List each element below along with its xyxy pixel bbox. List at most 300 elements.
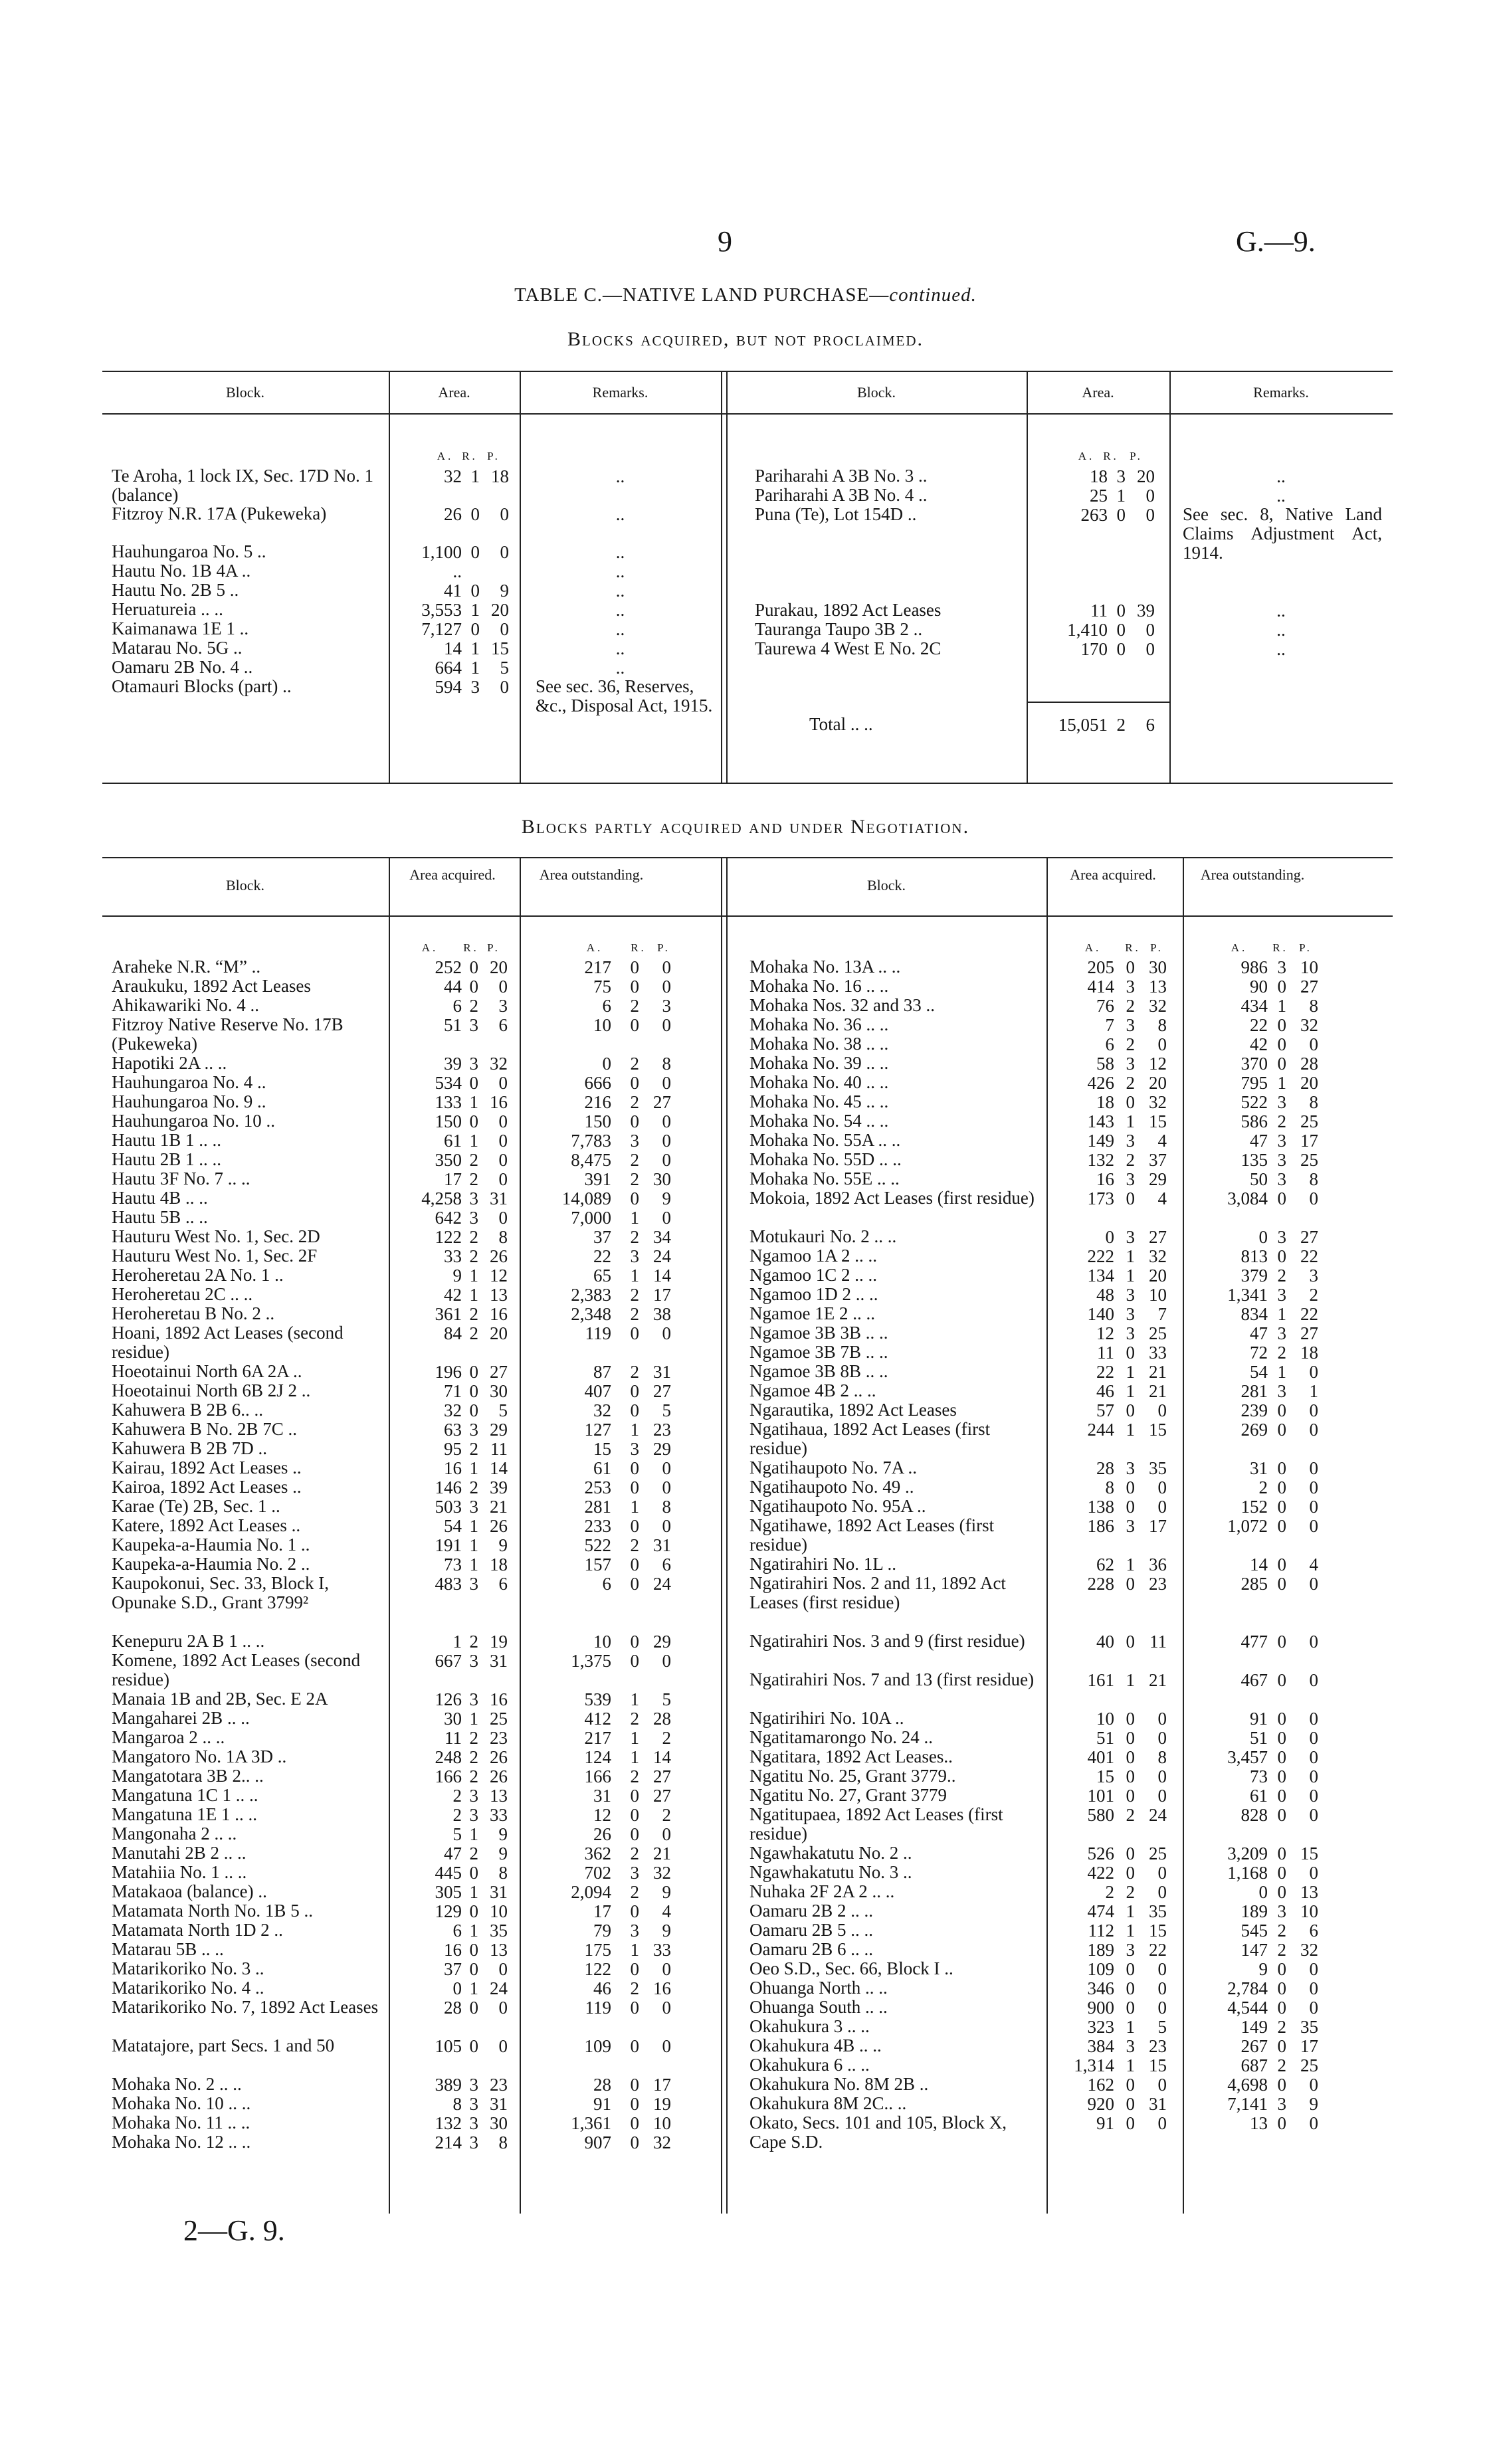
block-name: Matarau 5B .. .. — [112, 1939, 224, 1959]
outstanding-roods: 3 — [1277, 1150, 1286, 1170]
block-name: Okahukura 6 .. .. — [749, 2055, 870, 2075]
outstanding-acres: 7,000 — [571, 1208, 611, 1228]
acquired-acres: 42 — [444, 1285, 462, 1305]
acquired-acres: 483 — [435, 1574, 462, 1594]
acquired-perches: 8 — [498, 2132, 508, 2152]
outstanding-roods: 0 — [1277, 1670, 1286, 1690]
outstanding-perches: 8 — [1309, 996, 1318, 1016]
acquired-acres: 48 — [1096, 1285, 1114, 1305]
outstanding-acres: 522 — [1241, 1092, 1268, 1112]
acquired-perches: 33 — [490, 1805, 508, 1825]
acquired-perches: 16 — [490, 1092, 508, 1112]
header-area: Area. — [1082, 384, 1114, 401]
outstanding-perches: 38 — [653, 1304, 671, 1324]
outstanding-roods: 0 — [1277, 2113, 1286, 2133]
acquired-acres: 414 — [1087, 977, 1114, 996]
column-rule — [1169, 371, 1171, 783]
acquired-roods: 0 — [1126, 2094, 1135, 2114]
block-name: Heroheretau 2A No. 1 .. — [112, 1265, 284, 1285]
outstanding-roods: 0 — [1277, 1574, 1286, 1594]
block-name: Ngawhakatutu No. 3 .. — [749, 1862, 912, 1882]
outstanding-acres: 14 — [1250, 1555, 1268, 1574]
acquired-acres: 445 — [435, 1863, 462, 1883]
acquired-roods: 0 — [469, 1959, 478, 1979]
outstanding-roods: 2 — [1277, 1921, 1286, 1941]
unit-p: P. — [657, 941, 670, 954]
outstanding-roods: 0 — [630, 1188, 639, 1208]
outstanding-roods: 2 — [630, 1285, 639, 1305]
block-name: Mohaka No. 10 .. .. — [112, 2093, 251, 2113]
outstanding-roods: 1 — [630, 1747, 639, 1767]
acquired-acres: 422 — [1087, 1863, 1114, 1883]
outstanding-perches: 0 — [1309, 1477, 1318, 1497]
acquired-perches: 26 — [490, 1747, 508, 1767]
outstanding-roods: 0 — [630, 1786, 639, 1806]
area-roods: 0 — [1116, 505, 1126, 525]
acquired-acres: 33 — [444, 1246, 462, 1266]
outstanding-acres: 412 — [584, 1709, 611, 1729]
acquired-perches: 20 — [1149, 1073, 1167, 1093]
remark: .. — [615, 581, 625, 601]
outstanding-roods: 0 — [630, 1073, 639, 1093]
acquired-perches: 0 — [498, 1998, 508, 2018]
acquired-perches: 16 — [490, 1304, 508, 1324]
unit-perches: P. — [487, 450, 500, 462]
acquired-roods: 1 — [1126, 1362, 1135, 1382]
outstanding-roods: 0 — [1277, 1747, 1286, 1767]
outstanding-roods: 3 — [1277, 2094, 1286, 2114]
outstanding-perches: 14 — [653, 1266, 671, 1285]
acquired-acres: 214 — [435, 2132, 462, 2152]
acquired-perches: 12 — [1149, 1054, 1167, 1074]
acquired-roods: 3 — [469, 1208, 478, 1228]
acquired-roods: 1 — [1126, 2017, 1135, 2037]
section2-title: Blocks partly acquired and under Negotiation. — [521, 816, 970, 838]
outstanding-acres: 65 — [593, 1266, 611, 1285]
outstanding-roods: 0 — [630, 1111, 639, 1131]
outstanding-roods: 0 — [630, 1516, 639, 1536]
acquired-perches: 32 — [490, 1054, 508, 1074]
acquired-acres: 384 — [1087, 2036, 1114, 2056]
area-roods: 1 — [470, 466, 480, 486]
outstanding-perches: 29 — [653, 1632, 671, 1652]
block-name: Ngatirahiri No. 1L .. — [749, 1554, 896, 1574]
outstanding-roods: 1 — [630, 1940, 639, 1960]
acquired-perches: 0 — [1157, 1034, 1167, 1054]
unit-acres: A. — [1078, 450, 1095, 462]
acquired-perches: 0 — [498, 977, 508, 996]
block-name: Kahuwera B No. 2B 7C .. — [112, 1419, 297, 1439]
outstanding-roods: 2 — [630, 1766, 639, 1786]
block-name: Ngamoe 3B 7B .. .. — [749, 1342, 888, 1362]
block-name: Mangatotara 3B 2.. .. — [112, 1766, 264, 1786]
acquired-acres: 6 — [452, 1921, 462, 1941]
block-name: Matatajore, part Secs. 1 and 50 — [112, 2036, 335, 2055]
outstanding-acres: 407 — [584, 1381, 611, 1401]
outstanding-acres: 31 — [1250, 1458, 1268, 1478]
outstanding-perches: 0 — [1309, 1497, 1318, 1517]
block-name: Ngarautika, 1892 Act Leases — [749, 1400, 957, 1420]
acquired-roods: 2 — [469, 1323, 478, 1343]
outstanding-perches: 0 — [662, 1651, 671, 1671]
outstanding-acres: 166 — [584, 1766, 611, 1786]
outstanding-acres: 152 — [1241, 1497, 1268, 1517]
outstanding-acres: 986 — [1241, 957, 1268, 977]
outstanding-perches: 8 — [662, 1497, 671, 1517]
block-name: Hautu No. 1B 4A .. — [112, 561, 251, 581]
outstanding-acres: 10 — [593, 1015, 611, 1035]
acquired-roods: 2 — [469, 1747, 478, 1767]
block-name: Mohaka No. 13A .. .. — [749, 957, 901, 977]
acquired-acres: 16 — [444, 1458, 462, 1478]
acquired-perches: 39 — [490, 1477, 508, 1497]
outstanding-perches: 0 — [1309, 1998, 1318, 2018]
outstanding-acres: 46 — [593, 1978, 611, 1998]
block-name: Katere, 1892 Act Leases .. — [112, 1515, 301, 1535]
acquired-acres: 2 — [452, 1786, 462, 1806]
outstanding-acres: 217 — [584, 1728, 611, 1748]
acquired-perches: 0 — [498, 1959, 508, 1979]
acquired-roods: 1 — [469, 1092, 478, 1112]
acquired-perches: 10 — [490, 1901, 508, 1921]
title-cont: continued. — [889, 284, 977, 306]
acquired-acres: 132 — [1087, 1150, 1114, 1170]
outstanding-acres: 17 — [593, 1901, 611, 1921]
rule — [102, 915, 1393, 917]
block-name: Taurewa 4 West E No. 2C — [755, 638, 942, 658]
outstanding-perches: 28 — [1300, 1054, 1318, 1074]
outstanding-acres: 32 — [593, 1400, 611, 1420]
acquired-acres: 150 — [435, 1111, 462, 1131]
block-name: Okahukura No. 8M 2B .. — [749, 2074, 929, 2094]
outstanding-roods: 0 — [1277, 1786, 1286, 1806]
unit-r: R. — [631, 941, 646, 954]
acquired-perches: 7 — [1157, 1304, 1167, 1324]
block-name: Mohaka No. 11 .. .. — [112, 2113, 250, 2132]
outstanding-perches: 0 — [1309, 1034, 1318, 1054]
outstanding-roods: 3 — [1277, 1131, 1286, 1151]
outstanding-acres: 54 — [1250, 1362, 1268, 1382]
block-name: Kaupokonui, Sec. 33, Block I, Opunake S.D., Grant 3799² — [112, 1573, 329, 1612]
block-name: Hoeotainui North 6A 2A .. — [112, 1361, 302, 1381]
acquired-acres: 8 — [1105, 1477, 1114, 1497]
remark: .. — [1276, 639, 1286, 659]
acquired-perches: 33 — [1149, 1343, 1167, 1363]
outstanding-perches: 27 — [653, 1766, 671, 1786]
acquired-roods: 0 — [1126, 1188, 1135, 1208]
block-name: Heruatureia .. .. — [112, 599, 223, 619]
outstanding-perches: 18 — [1300, 1343, 1318, 1363]
acquired-roods: 0 — [1126, 1978, 1135, 1998]
outstanding-perches: 2 — [1309, 1285, 1318, 1305]
acquired-perches: 32 — [1149, 996, 1167, 1016]
outstanding-perches: 0 — [662, 957, 671, 977]
total-acres: 15,051 — [1058, 715, 1108, 735]
acquired-roods: 0 — [469, 1381, 478, 1401]
block-name: Hauturu West No. 1, Sec. 2D — [112, 1226, 320, 1246]
outstanding-roods: 0 — [1277, 1632, 1286, 1652]
acquired-perches: 15 — [1149, 1111, 1167, 1131]
acquired-acres: 189 — [1087, 1940, 1114, 1960]
acquired-roods: 0 — [1126, 2075, 1135, 2095]
acquired-roods: 0 — [1126, 1574, 1135, 1594]
block-name: Ngawhakatutu No. 2 .. — [749, 1843, 912, 1863]
acquired-perches: 22 — [1149, 1940, 1167, 1960]
remark: .. — [1276, 486, 1286, 506]
block-name: Matahiia No. 1 .. .. — [112, 1862, 247, 1882]
acquired-perches: 27 — [1149, 1227, 1167, 1247]
header-remarks: Remarks. — [592, 384, 648, 401]
acquired-perches: 26 — [490, 1246, 508, 1266]
block-name: Hauhungaroa No. 9 .. — [112, 1091, 266, 1111]
area-perches: 0 — [1145, 486, 1155, 506]
acquired-acres: 8 — [452, 2094, 462, 2114]
acquired-acres: 4,258 — [421, 1188, 462, 1208]
acquired-roods: 2 — [469, 1150, 478, 1170]
outstanding-acres: 253 — [584, 1477, 611, 1497]
block-name: Mokoia, 1892 Act Leases (first residue) — [749, 1188, 1035, 1208]
outstanding-perches: 0 — [1309, 1747, 1318, 1767]
acquired-roods: 0 — [469, 1400, 478, 1420]
title-main: TABLE C.—NATIVE LAND PURCHASE— — [514, 284, 890, 306]
acquired-perches: 0 — [1157, 1766, 1167, 1786]
acquired-roods: 3 — [1126, 1304, 1135, 1324]
outstanding-roods: 0 — [630, 1805, 639, 1825]
acquired-acres: 126 — [435, 1689, 462, 1709]
outstanding-perches: 16 — [653, 1978, 671, 1998]
block-name: Hautu 3F No. 7 .. .. — [112, 1169, 250, 1188]
remark: See sec. 8, Native Land Claims Adjustment Act, 1914. — [1183, 504, 1382, 563]
acquired-acres: 149 — [1087, 1131, 1114, 1151]
outstanding-acres: 10 — [593, 1632, 611, 1652]
header-block: Block. — [225, 877, 265, 894]
outstanding-perches: 0 — [662, 1111, 671, 1131]
acquired-acres: 39 — [444, 1054, 462, 1074]
acquired-roods: 1 — [469, 1709, 478, 1729]
acquired-perches: 26 — [490, 1516, 508, 1536]
acquired-acres: 10 — [1096, 1709, 1114, 1729]
outstanding-acres: 217 — [584, 957, 611, 977]
outstanding-acres: 150 — [584, 1111, 611, 1131]
area-acres: 14 — [444, 638, 462, 658]
outstanding-acres: 122 — [584, 1959, 611, 1979]
outstanding-perches: 9 — [662, 1882, 671, 1902]
acquired-perches: 15 — [1149, 1921, 1167, 1941]
outstanding-acres: 42 — [1250, 1034, 1268, 1054]
outstanding-perches: 17 — [1300, 2036, 1318, 2056]
acquired-roods: 0 — [1126, 1343, 1135, 1363]
outstanding-perches: 0 — [662, 1458, 671, 1478]
block-name: Mohaka No. 36 .. .. — [749, 1014, 889, 1034]
remark: .. — [615, 658, 625, 678]
outstanding-acres: 3,457 — [1227, 1747, 1268, 1767]
block-name: Otamauri Blocks (part) .. — [112, 676, 292, 696]
block-name: Oamaru 2B 6 .. .. — [749, 1939, 873, 1959]
acquired-acres: 361 — [435, 1304, 462, 1324]
outstanding-roods: 0 — [630, 1998, 639, 2018]
outstanding-acres: 285 — [1241, 1574, 1268, 1594]
outstanding-perches: 3 — [1309, 1266, 1318, 1285]
unit-p: P. — [487, 941, 500, 954]
outstanding-perches: 13 — [1300, 1882, 1318, 1902]
area-perches: 9 — [500, 581, 509, 601]
acquired-perches: 0 — [1157, 1998, 1167, 2018]
block-name: Mohaka No. 40 .. .. — [749, 1072, 889, 1092]
outstanding-perches: 0 — [1309, 1670, 1318, 1690]
outstanding-roods: 0 — [630, 1555, 639, 1574]
block-name: Hoeotainui North 6B 2J 2 .. — [112, 1380, 311, 1400]
acquired-perches: 6 — [498, 1015, 508, 1035]
outstanding-acres: 9 — [1258, 1959, 1268, 1979]
area-acres: 7,127 — [421, 619, 462, 639]
block-name: Ngatirahiri Nos. 3 and 9 (first residue) — [749, 1631, 1025, 1651]
outstanding-perches: 0 — [662, 1073, 671, 1093]
remark: .. — [1276, 601, 1286, 620]
block-name: Matarikoriko No. 7, 1892 Act Leases — [112, 1997, 379, 2017]
acquired-roods: 3 — [469, 2094, 478, 2114]
acquired-perches: 25 — [1149, 1323, 1167, 1343]
area-roods: 0 — [470, 619, 480, 639]
acquired-perches: 24 — [1149, 1805, 1167, 1825]
acquired-roods: 1 — [1126, 2055, 1135, 2075]
acquired-acres: 228 — [1087, 1574, 1114, 1594]
outstanding-perches: 32 — [653, 2132, 671, 2152]
acquired-roods: 3 — [469, 1805, 478, 1825]
unit-r: R. — [1125, 941, 1141, 954]
acquired-acres: 244 — [1087, 1420, 1114, 1440]
acquired-acres: 205 — [1087, 957, 1114, 977]
acquired-roods: 2 — [469, 1227, 478, 1247]
rule — [102, 413, 1393, 415]
acquired-acres: 28 — [1096, 1458, 1114, 1478]
acquired-roods: 0 — [469, 2036, 478, 2056]
outstanding-roods: 0 — [1277, 1516, 1286, 1536]
acquired-acres: 47 — [444, 1844, 462, 1863]
acquired-roods: 3 — [469, 1786, 478, 1806]
outstanding-perches: 8 — [1309, 1169, 1318, 1189]
total-perches: 6 — [1145, 715, 1155, 735]
acquired-roods: 0 — [1126, 1728, 1135, 1748]
outstanding-perches: 20 — [1300, 1073, 1318, 1093]
outstanding-acres: 119 — [585, 1998, 611, 2018]
acquired-acres: 61 — [444, 1131, 462, 1151]
outstanding-acres: 50 — [1250, 1169, 1268, 1189]
acquired-perches: 35 — [1149, 1458, 1167, 1478]
block-name: Motukauri No. 2 .. .. — [749, 1226, 897, 1246]
outstanding-acres: 1,168 — [1227, 1863, 1268, 1883]
block-name: Matarikoriko No. 3 .. — [112, 1958, 264, 1978]
acquired-roods: 1 — [1126, 1381, 1135, 1401]
outstanding-roods: 0 — [630, 1381, 639, 1401]
acquired-acres: 105 — [435, 2036, 462, 2056]
outstanding-acres: 147 — [1241, 1940, 1268, 1960]
outstanding-perches: 27 — [1300, 1323, 1318, 1343]
header-outstanding: Area outstanding. — [539, 866, 644, 883]
outstanding-acres: 362 — [584, 1844, 611, 1863]
outstanding-roods: 0 — [1277, 1728, 1286, 1748]
outstanding-roods: 0 — [630, 1824, 639, 1844]
acquired-acres: 222 — [1087, 1246, 1114, 1266]
outstanding-perches: 0 — [1309, 1516, 1318, 1536]
area-acres: 594 — [435, 677, 462, 697]
acquired-perches: 25 — [490, 1709, 508, 1729]
acquired-roods: 0 — [1126, 1844, 1135, 1863]
unit-acres: A. — [437, 450, 454, 462]
block-name: Oeo S.D., Sec. 66, Block I .. — [749, 1958, 953, 1978]
area-perches: 0 — [500, 504, 509, 524]
outstanding-acres: 3,209 — [1227, 1844, 1268, 1863]
page-footer: 2—G. 9. — [183, 2214, 285, 2247]
outstanding-acres: 28 — [593, 2075, 611, 2095]
acquired-acres: 5 — [452, 1824, 462, 1844]
block-name: Fitzroy N.R. 17A (Pukeweka) — [112, 504, 327, 523]
acquired-perches: 11 — [490, 1439, 508, 1459]
acquired-perches: 9 — [498, 1844, 508, 1863]
block-name: Okato, Secs. 101 and 105, Block X, Cape S.D. — [749, 2113, 1007, 2152]
acquired-perches: 16 — [490, 1689, 508, 1709]
outstanding-perches: 0 — [662, 1998, 671, 2018]
column-rule — [520, 857, 521, 2214]
block-name: Oamaru 2B 2 .. .. — [749, 1901, 873, 1921]
outstanding-roods: 0 — [1277, 1959, 1286, 1979]
acquired-roods: 1 — [1126, 1555, 1135, 1574]
outstanding-perches: 32 — [1300, 1015, 1318, 1035]
unit-roods: R. — [462, 450, 478, 462]
outstanding-roods: 2 — [1277, 1940, 1286, 1960]
outstanding-perches: 8 — [1309, 1092, 1318, 1112]
outstanding-roods: 3 — [630, 1246, 639, 1266]
outstanding-perches: 9 — [1309, 2094, 1318, 2114]
block-name: Hautu 5B .. .. — [112, 1207, 208, 1227]
block-name: Puna (Te), Lot 154D .. — [755, 504, 917, 524]
outstanding-roods: 2 — [1277, 1111, 1286, 1131]
block-name: Kenepuru 2A B 1 .. .. — [112, 1631, 265, 1651]
acquired-roods: 3 — [1126, 977, 1135, 996]
outstanding-acres: 61 — [1250, 1786, 1268, 1806]
outstanding-roods: 1 — [630, 1497, 639, 1517]
block-name: Karae (Te) 2B, Sec. 1 .. — [112, 1496, 280, 1516]
acquired-perches: 32 — [1149, 1092, 1167, 1112]
outstanding-perches: 0 — [1309, 1362, 1318, 1382]
unit-a: A. — [1231, 941, 1248, 954]
header-acquired: Area acquired. — [1070, 866, 1156, 883]
acquired-roods: 1 — [469, 1978, 478, 1998]
acquired-perches: 0 — [1157, 1497, 1167, 1517]
outstanding-perches: 0 — [1309, 1728, 1318, 1748]
acquired-perches: 13 — [490, 1285, 508, 1305]
remark: .. — [615, 600, 625, 620]
block-name: Ngatitu No. 27, Grant 3779 — [749, 1785, 947, 1805]
acquired-perches: 31 — [490, 1882, 508, 1902]
acquired-acres: 252 — [435, 957, 462, 977]
outstanding-roods: 0 — [630, 1632, 639, 1652]
acquired-perches: 30 — [490, 2113, 508, 2133]
outstanding-perches: 0 — [1309, 2113, 1318, 2133]
rule — [102, 371, 1393, 372]
outstanding-acres: 26 — [593, 1824, 611, 1844]
outstanding-acres: 267 — [1241, 2036, 1268, 2056]
acquired-perches: 19 — [490, 1632, 508, 1652]
acquired-acres: 248 — [435, 1747, 462, 1767]
block-name: Ngamoo 1A 2 .. .. — [749, 1246, 877, 1266]
acquired-perches: 20 — [490, 957, 508, 977]
outstanding-acres: 6 — [602, 996, 611, 1016]
block-name: Okahukura 4B .. .. — [749, 2036, 882, 2055]
outstanding-perches: 0 — [662, 1208, 671, 1228]
area-acres: 1,100 — [421, 542, 462, 562]
outstanding-roods: 2 — [630, 1882, 639, 1902]
outstanding-roods: 0 — [630, 2113, 639, 2133]
